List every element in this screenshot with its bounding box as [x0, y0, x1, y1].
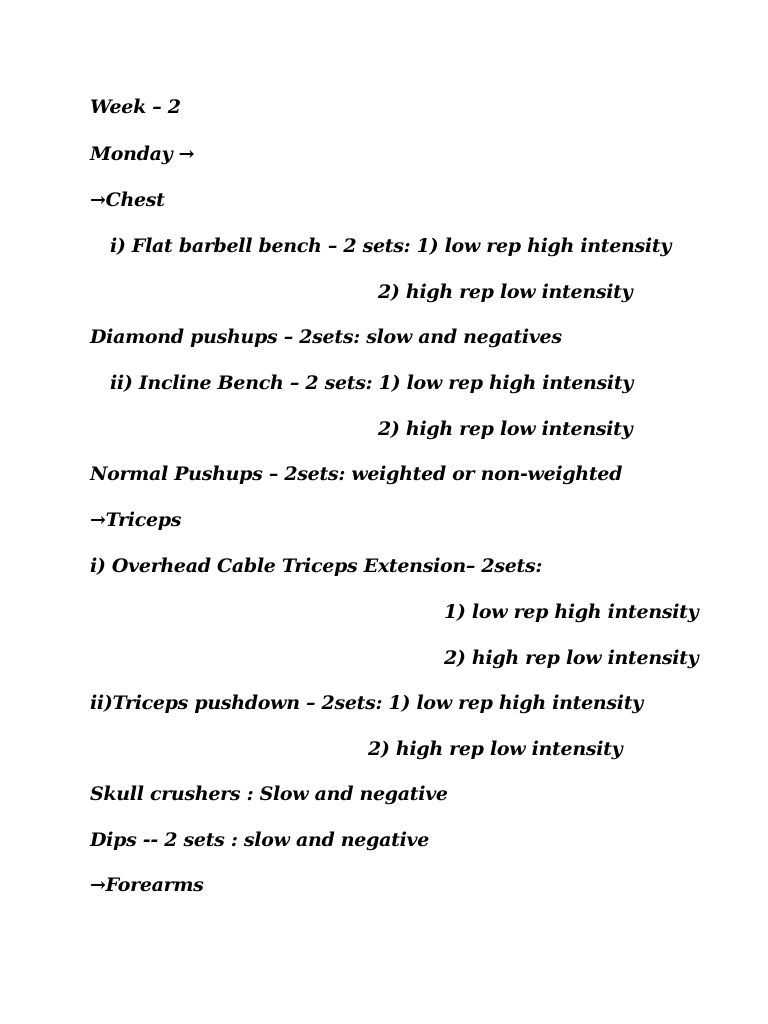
week-heading: Week – 2 — [90, 96, 181, 118]
section-chest: →Chest — [90, 189, 165, 211]
exercise-subline: 2) high rep low intensity — [378, 281, 633, 303]
exercise-line: ii) Incline Bench – 2 sets: 1) low rep high intensity — [110, 372, 634, 394]
exercise-subline: 1) low rep high intensity — [444, 601, 699, 623]
exercise-subline: 2) high rep low intensity — [368, 738, 623, 760]
section-triceps: →Triceps — [90, 509, 182, 531]
day-heading: Monday → — [90, 143, 195, 165]
exercise-line: i) Overhead Cable Triceps Extension– 2sets: — [90, 555, 543, 577]
exercise-line: Normal Pushups – 2sets: weighted or non-weighted — [90, 463, 623, 485]
exercise-line: ii)Triceps pushdown – 2sets: 1) low rep high intensity — [90, 692, 643, 714]
exercise-subline: 2) high rep low intensity — [378, 418, 633, 440]
exercise-line: i) Flat barbell bench – 2 sets: 1) low rep high intensity — [110, 235, 672, 257]
section-forearms: →Forearms — [90, 874, 204, 896]
exercise-line: Skull crushers : Slow and negative — [90, 783, 448, 805]
exercise-subline: 2) high rep low intensity — [444, 647, 699, 669]
exercise-line: Dips -- 2 sets : slow and negative — [90, 829, 430, 851]
exercise-line: Diamond pushups – 2sets: slow and negatives — [90, 326, 562, 348]
